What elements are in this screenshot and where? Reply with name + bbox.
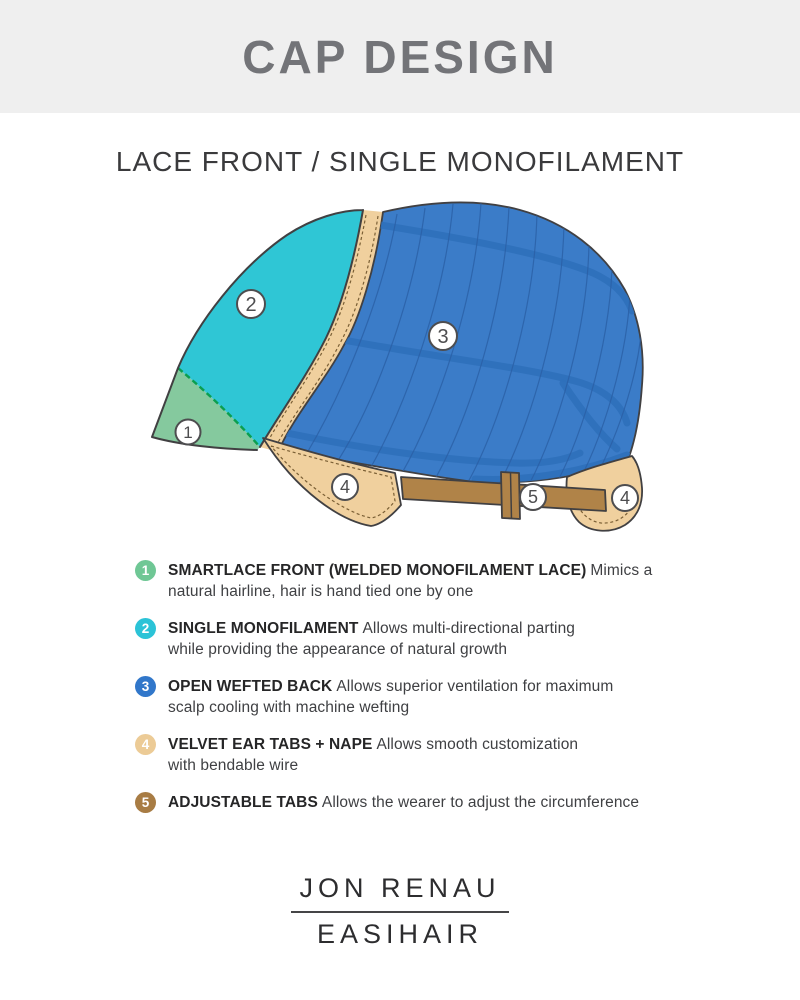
- svg-text:4: 4: [619, 488, 631, 508]
- page-title: CAP DESIGN: [242, 30, 558, 83]
- feature-desc: with bendable wire: [168, 757, 299, 774]
- feature-badge-4: 4: [135, 734, 156, 755]
- svg-text:5: 5: [527, 487, 539, 507]
- svg-text:4: 4: [339, 477, 351, 497]
- feature-label: OPEN WEFTED BACK: [168, 678, 333, 695]
- strap-buckle-bar: [511, 473, 512, 519]
- feature-desc: Allows smooth customization: [376, 736, 579, 753]
- feature-legend: [135, 560, 695, 813]
- callout-4-ear: [332, 474, 358, 500]
- feature-badge-5: 5: [135, 792, 156, 813]
- legend-item-open-wefted-back: [135, 676, 695, 718]
- feature-label: ADJUSTABLE TABS: [168, 794, 318, 811]
- cap-diagram: [135, 195, 665, 545]
- wig-cap-illustration: [135, 195, 665, 545]
- legend-item-velvet-ear-tabs: [135, 734, 695, 776]
- callout-2: [237, 290, 265, 318]
- feature-label: SINGLE MONOFILAMENT: [168, 620, 359, 637]
- feature-desc: natural hairline, hair is hand tied one by one: [168, 583, 474, 600]
- cap-subtitle: LACE FRONT / SINGLE MONOFILAMENT: [115, 146, 685, 177]
- brand-name-jon-renau: JON RENAU: [291, 873, 508, 913]
- feature-desc: Allows superior ventilation for maximum: [336, 678, 614, 695]
- feature-label: VELVET EAR TABS + NAPE: [168, 736, 373, 753]
- callout-3: [429, 322, 457, 350]
- brand-logo: [0, 873, 800, 950]
- legend-item-adjustable-tabs: [135, 792, 695, 813]
- feature-desc: Mimics a: [590, 562, 653, 579]
- feature-desc: while providing the appearance of natural growth: [168, 641, 508, 658]
- callout-4-nape: [612, 485, 638, 511]
- feature-desc: scalp cooling with machine wefting: [168, 699, 410, 716]
- feature-label: SMARTLACE FRONT (WELDED MONOFILAMENT LACE): [168, 562, 587, 579]
- header-band: [0, 0, 800, 113]
- feature-desc: Allows the wearer to adjust the circumference: [321, 794, 640, 811]
- svg-text:2: 2: [245, 294, 257, 316]
- svg-text:3: 3: [437, 326, 449, 348]
- callout-5: [520, 484, 546, 510]
- feature-badge-3: 3: [135, 676, 156, 697]
- svg-text:1: 1: [183, 423, 193, 442]
- callout-1: [176, 420, 201, 445]
- brand-name-easihair: EASIHAIR: [316, 919, 484, 949]
- feature-desc: Allows multi-directional parting: [362, 620, 576, 637]
- feature-badge-2: 2: [135, 618, 156, 639]
- feature-badge-1: 1: [135, 560, 156, 581]
- legend-item-single-monofilament: [135, 618, 695, 660]
- legend-item-smartlace-front: [135, 560, 695, 602]
